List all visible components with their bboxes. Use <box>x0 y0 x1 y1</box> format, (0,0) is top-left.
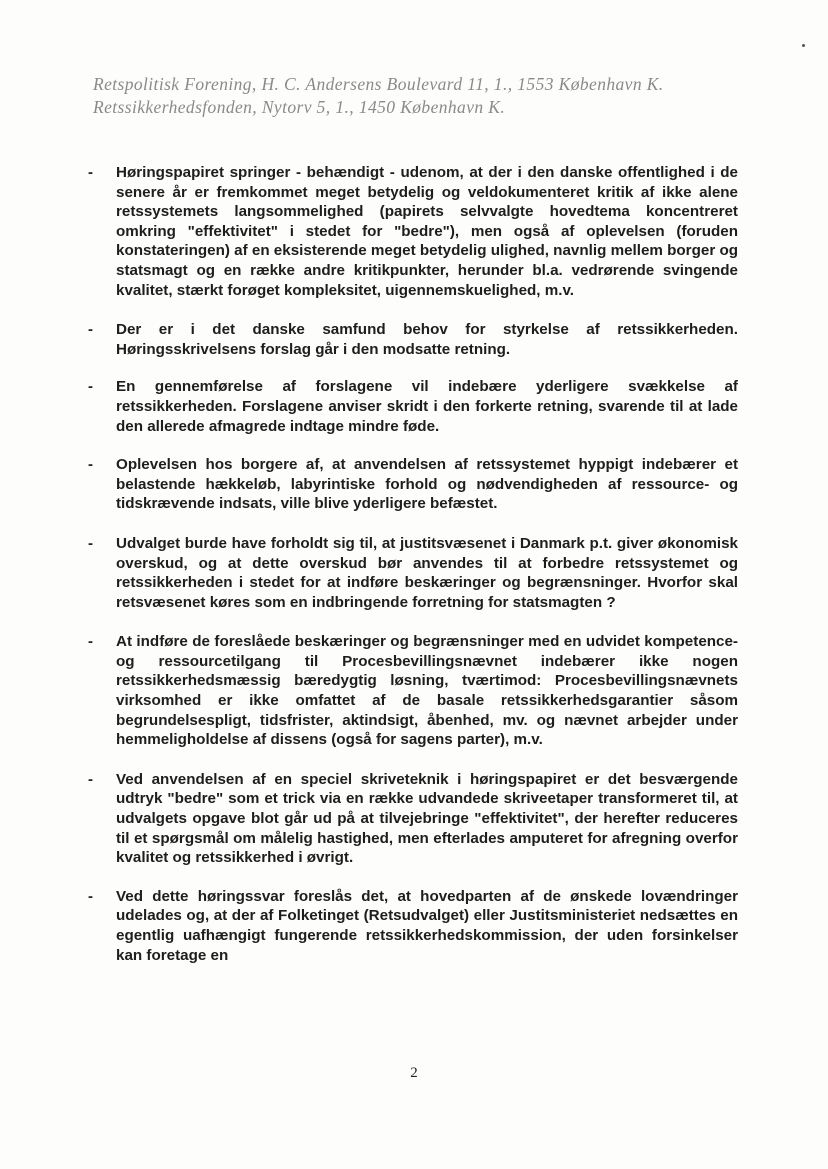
bullet-text: Oplevelsen hos borgere af, at anvendelsen af retssystemet hyppigt indebærer et belastende hækkeløb, labyrintiske forhold og nødvendigheden af ressource- og tidskrævende indsats, ville blive yderligere befæstet. <box>116 456 738 513</box>
bullet-dash: - <box>88 378 93 396</box>
letterhead-line-1: Retspolitisk Forening, H. C. Andersens Boulevard 11, 1., 1553 København K. <box>93 74 664 94</box>
bullet-dash: - <box>88 534 93 552</box>
bullet-item <box>88 320 738 359</box>
bullet-list <box>88 163 738 965</box>
bullet-item <box>88 887 738 965</box>
bullet-item <box>88 632 738 750</box>
scan-speck <box>802 44 805 47</box>
bullet-item <box>88 455 738 514</box>
bullet-text: Ved anvendelsen af en speciel skriveteknik i høringspapiret er det besværgende udtryk "bedre" som et trick via en række udvandede skriveetaper transformeret til, at udvalgets opgave blot går ud på at tilvejebringe "effektivitet", der herefter reduceres til et spørgsmål om målelig hastighed, men efterlades amputeret for afregning overfor kvalitet og retssikkerhed i øvrigt. <box>116 770 738 867</box>
bullet-text: Høringspapiret springer - behændigt - udenom, at der i den danske offentlighed i de senere år er fremkommet meget betydelig og veldokumenteret kritik af ikke alene retssystemets langsommelighed (papirets selvvalgte hovedtema koncentreret omkring "effektivitet" i stedet for "bedre"), men også af oplevelsen (foruden konstateringen) af en eksisterende meget betydelig ulighed, navnlig mellem borger og statsmagt og en række andre kritikpunkter, herunder bl.a. vedrørende svingende kvalitet, stærkt forøget kompleksitet, uigennemskuelighed, m.v. <box>116 164 738 299</box>
bullet-item <box>88 534 738 612</box>
bullet-text: Ved dette høringssvar foreslås det, at hovedparten af de ønskede lovændringer udelades og, at der af Folketinget (Retsudvalget) eller Justitsministeriet nedsættes en egentlig uafhængigt fungerende retssikkerhedskommission, der uden forsinkelser kan foretage en <box>116 887 738 964</box>
bullet-text: At indføre de foreslåede beskæringer og begrænsninger med en udvidet kompetence- og ressourcetilgang til Procesbevillingsnævnet indebærer ikke nogen retssikkerhedsmæssig bæredygtig løsning, tværtimod: Procesbevillingsnævnets virksomhed er ikke omfattet af de basale retssikkerhedsgarantier såsom begrundelsespligt, tidsfrister, aktindsigt, åbenhed, mv. og nævnet arbejder under hemmeligholdelse af dissens (også for sagens parter), m.v. <box>116 633 738 749</box>
bullet-text: En gennemførelse af forslagene vil indebære yderligere svækkelse af retssikkerheden. Forslagene anviser skridt i den forkerte retning, svarende til at lade den allerede afmagrede indtage mindre føde. <box>116 378 738 435</box>
bullet-dash: - <box>88 770 93 788</box>
bullet-dash: - <box>88 164 93 181</box>
bullet-item <box>88 377 738 436</box>
bullet-dash: - <box>88 633 93 651</box>
bullet-dash: - <box>88 887 93 905</box>
bullet-text: Der er i det danske samfund behov for styrkelse af retssikkerheden. Høringsskrivelsens forslag går i den modsatte retning. <box>116 321 738 358</box>
bullet-dash: - <box>88 321 93 339</box>
letterhead <box>93 73 664 119</box>
letterhead-line-2: Retssikkerhedsfonden, Nytorv 5, 1., 1450 København K. <box>93 97 506 117</box>
bullet-item <box>88 770 738 868</box>
bullet-item <box>88 163 738 300</box>
bullet-dash: - <box>88 456 93 474</box>
bullet-text: Udvalget burde have forholdt sig til, at justitsvæsenet i Danmark p.t. giver økonomisk overskud, og at dette overskud bør anvendes til at forbedre retssystemet og retssikkerheden i stedet for at indføre beskæringer og begrænsninger. Hvorfor skal retsvæsenet køres som en indbringende forretning for statsmagten ? <box>116 534 738 611</box>
page-number: 2 <box>410 1065 418 1081</box>
